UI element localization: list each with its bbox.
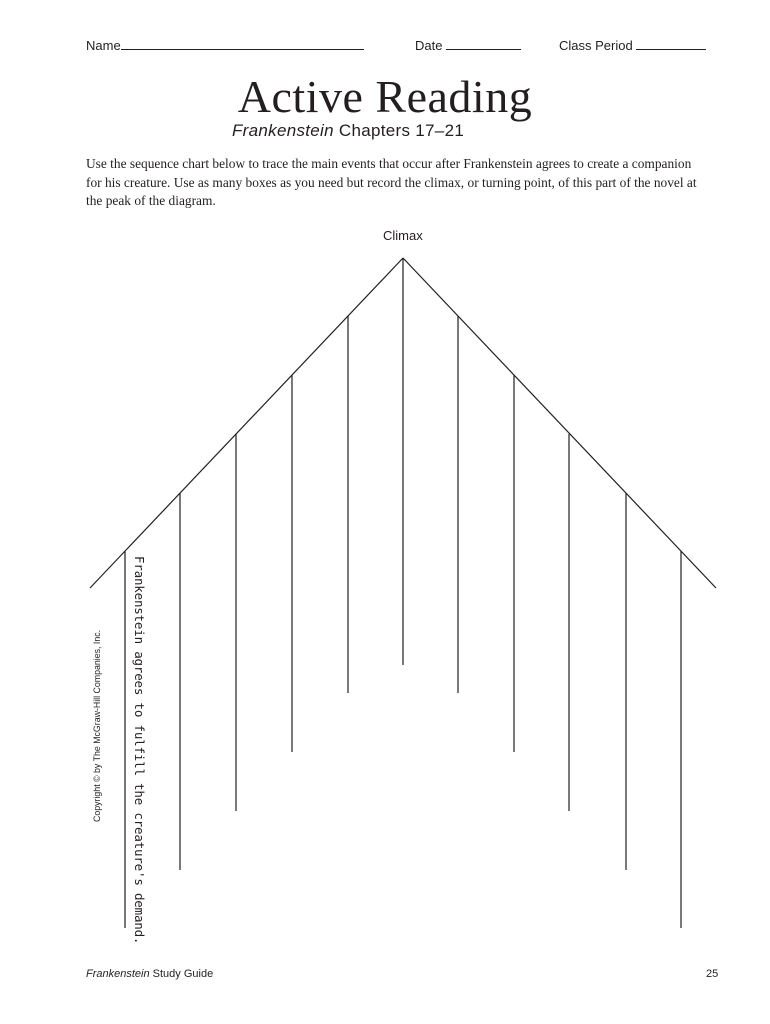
copyright-notice: Copyright © by The McGraw-Hill Companies, Inc.	[92, 629, 102, 822]
page-title: Active Reading	[237, 71, 533, 122]
footer-title-italic: Frankenstein	[86, 968, 150, 980]
left-slope-line	[90, 258, 403, 588]
footer-book-title	[86, 968, 213, 980]
name-label: Name	[86, 38, 121, 53]
page-number: 25	[706, 968, 719, 980]
climax-label: Climax	[383, 228, 423, 243]
right-slope-line	[403, 258, 716, 588]
first-event-entry: Frankenstein agrees to fulfill the creature's demand.	[132, 556, 147, 945]
footer-guide-label: Study Guide	[149, 968, 214, 980]
date-label: Date	[415, 38, 443, 53]
class-period-label: Class Period	[559, 38, 633, 53]
subtitle-chapters: Chapters 17–21	[333, 121, 465, 140]
subtitle-book-title: Frankenstein	[232, 121, 334, 140]
instructions-paragraph: Use the sequence chart below to trace the main events that occur after Frankenstein agrees to create a companion for his creature. Use as many boxes as you need but record the climax, or turning point, of this part of the novel at the peak of the diagram.	[86, 156, 697, 208]
